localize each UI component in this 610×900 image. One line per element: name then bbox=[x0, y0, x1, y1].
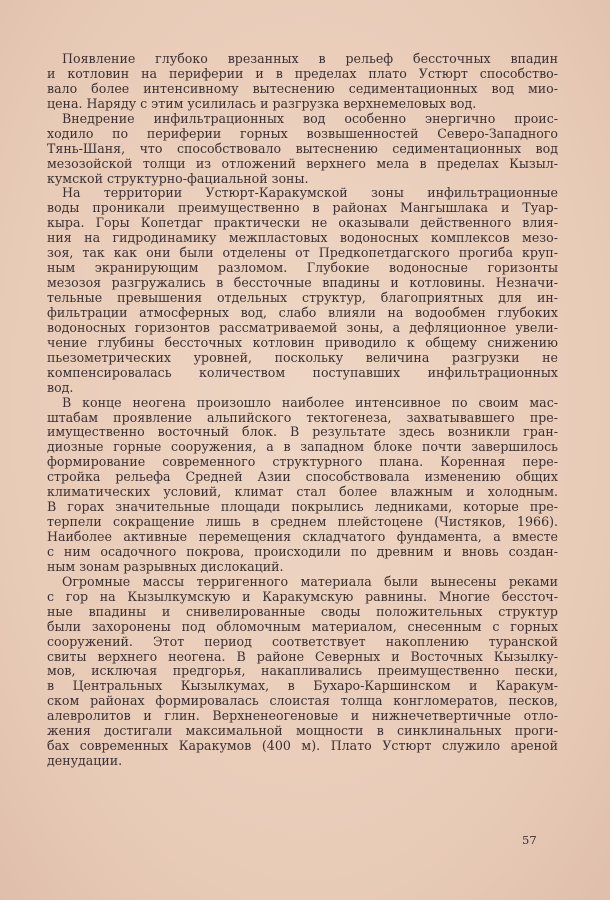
text-line: Огромные массы терригенного материала были вынесены реками bbox=[62, 573, 558, 589]
text-line: Внедрение инфильтрационных вод особенно энергично проис- bbox=[62, 110, 558, 126]
text-line: и котловин на периферии и в пределах плато Устюрт способство- bbox=[47, 65, 558, 81]
text-line: штабам проявление альпийского тектогенеза, захватывавшего пре- bbox=[47, 409, 558, 425]
text-line: ным зонам разрывных дислокаций. bbox=[47, 558, 284, 574]
text-line: ные впадины и снивелированные своды положительных структур bbox=[47, 603, 558, 619]
text-line: формирование современного структурного плана. Коренная пере- bbox=[47, 454, 558, 470]
paragraph bbox=[47, 186, 558, 395]
text-line: алевролитов и глин. Верхненеогеновые и нижнечетвертичные отло- bbox=[47, 708, 558, 724]
text-line: свиты верхнего неогена. В районе Северных и Восточных Кызылку- bbox=[47, 648, 558, 664]
text-line: ходило по периферии горных возвышенностей Северо-Западного bbox=[47, 125, 558, 141]
text-line: цена. Наряду с этим усилилась и разгрузка верхнемеловых вод. bbox=[47, 95, 477, 111]
text-line: В горах значительные площади покрылись ледниками, которые пре- bbox=[47, 499, 558, 515]
text-line: были захоронены под обломочным материалом, снесенным с горных bbox=[47, 618, 558, 634]
text-line: чение глубины бессточных котловин приводило к общему снижению bbox=[47, 334, 558, 350]
text-line: пьезометрических уровней, поскольку величина разгрузки не bbox=[47, 349, 558, 365]
text-line: водоносных горизонтов рассматриваемой зоны, а дефляционное увели- bbox=[47, 319, 558, 335]
text-line: зоя, так как они были отделены от Предкопетдагского прогиба круп- bbox=[47, 245, 558, 261]
paragraph bbox=[47, 396, 558, 575]
text-line: воды проникали преимущественно в районах Мангышлака и Туар- bbox=[47, 200, 558, 216]
text-line: жения достигали максимальной мощности в синклинальных проги- bbox=[47, 723, 558, 739]
text-line: вало более интенсивному вытеснению седиментационных вод мио- bbox=[47, 80, 558, 96]
text-line: тельные превышения отдельных структур, благоприятных для ин- bbox=[47, 290, 558, 305]
paragraph bbox=[47, 575, 558, 769]
text-line: в Центральных Кызылкумах, в Бухаро-Каршинском и Каракум- bbox=[47, 678, 558, 694]
paragraph bbox=[47, 112, 558, 187]
text-line: Наиболее активные перемещения складчатого фундамента, а вместе bbox=[47, 529, 558, 544]
text-line: мов, исключая предгорья, накапливались преимущественно пески, bbox=[47, 663, 558, 679]
body-text bbox=[47, 52, 558, 769]
text-line: климатических условий, климат стал более влажным и холодным. bbox=[47, 484, 558, 500]
text-line: терпели сокращение лишь в среднем плейстоцене (Чистяков, 1966). bbox=[47, 514, 558, 530]
text-line: ным экранирующим разломом. Глубокие водоносные горизонты bbox=[47, 260, 558, 276]
text-line: стройка рельефа Средней Азии способствовала изменению общих bbox=[47, 469, 558, 485]
paragraph bbox=[47, 52, 558, 112]
text-line: фильтрации атмосферных вод, слабо влияли на водообмен глубоких bbox=[47, 304, 558, 320]
text-line: вод. bbox=[47, 379, 74, 395]
text-line: бах современных Каракумов (400 м). Плато Устюрт служило ареной bbox=[47, 738, 558, 754]
text-line: ском районах формировалась слоистая толща конгломератов, песков, bbox=[47, 693, 558, 709]
text-line: сооружений. Этот период соответствует накоплению туранской bbox=[47, 633, 558, 649]
text-line: имущественно восточный блок. В результате здесь возникли гран- bbox=[47, 424, 558, 440]
text-line: Тянь-Шаня, что способствовало вытеснению седиментационных вод bbox=[47, 140, 558, 156]
text-line: мезозоя разгружались в бессточные впадины и котловины. Незначи- bbox=[47, 275, 558, 291]
text-line: В конце неогена произошло наиболее интенсивное по своим мас- bbox=[62, 394, 558, 410]
text-line: кыра. Горы Копетдаг практически не оказывали действенного влия- bbox=[47, 215, 558, 231]
text-line: с гор на Кызылкумскую и Каракумскую равнины. Многие бессточ- bbox=[47, 588, 558, 604]
text-line: мезозойской толщи из отложений верхнего мела в пределах Кызыл- bbox=[47, 155, 558, 171]
text-line: ния на гидродинамику межпластовых водоносных комплексов мезо- bbox=[47, 230, 558, 246]
text-line: с ним осадочного покрова, происходили по древним и вновь создан- bbox=[47, 543, 558, 559]
text-line: компенсировалась количеством поступавших инфильтрационных bbox=[47, 364, 558, 380]
text-line: денудации. bbox=[47, 753, 123, 769]
text-line: диозные горные сооружения, а в западном блоке почти завершилось bbox=[47, 439, 558, 455]
text-line: На территории Устюрт-Каракумской зоны инфильтрационные bbox=[62, 185, 558, 201]
text-line: Появление глубоко врезанных в рельеф бессточных впадин bbox=[62, 51, 558, 66]
text-line: кумской структурно-фациальной зоны. bbox=[47, 170, 309, 186]
page-number: 57 bbox=[522, 833, 537, 847]
